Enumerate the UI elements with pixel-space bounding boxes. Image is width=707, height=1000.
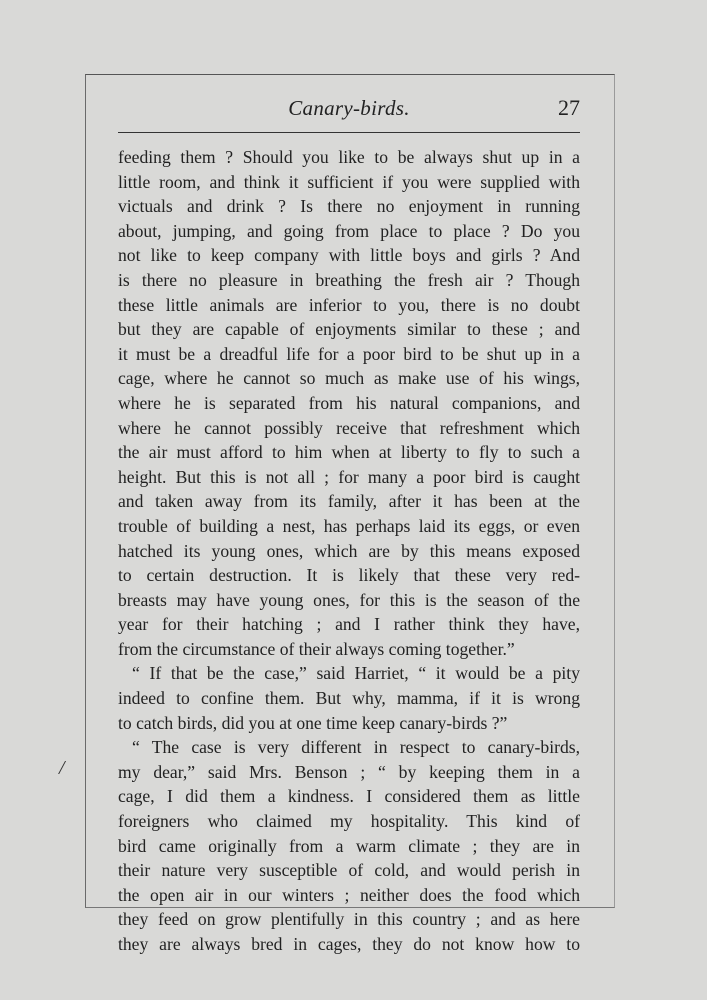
text-line: hatched its young ones, which are by this means exposed: [118, 540, 580, 561]
text-line: “ The case is very different in respect to canary-birds,: [132, 737, 580, 758]
text-line: it must be a dreadful life for a poor bird to be shut up in a: [118, 343, 580, 364]
text-line: cage, I did them a kindness. I considered them as little: [118, 786, 580, 807]
text-line: is there no pleasure in breathing the fresh air ? Though: [118, 269, 580, 290]
text-line: cage, where he cannot so much as make use of his wings,: [118, 368, 580, 389]
text-line: my dear,” said Mrs. Benson ; “ by keeping them in a: [118, 761, 580, 782]
text-line: foreigners who claimed my hospitality. This kind of: [118, 811, 580, 832]
text-line: the air must afford to him when at liberty to fly to such a: [118, 442, 580, 463]
text-line: they feed on grow plentifully in this country ; and as here: [118, 909, 580, 930]
text-line: to certain destruction. It is likely that these very red-: [118, 565, 580, 586]
text-line: but they are capable of enjoyments similar to these ; and: [118, 319, 580, 340]
margin-mark: /: [59, 757, 65, 779]
text-line: to catch birds, did you at one time keep canary-birds ?”: [118, 712, 508, 733]
text-line: height. But this is not all ; for many a poor bird is caught: [118, 466, 580, 487]
text-line: where he cannot possibly receive that refreshment which: [118, 417, 580, 438]
text-line: these little animals are inferior to you, there is no doubt: [118, 294, 580, 315]
text-line: they are always bred in cages, they do not know how to: [118, 934, 580, 954]
text-line: little room, and think it sufficient if you were supplied with: [118, 171, 580, 192]
text-line: bird came originally from a warm climate ; they are in: [118, 835, 580, 856]
text-line: “ If that be the case,” said Harriet, “ it would be a pity: [132, 663, 580, 684]
text-line: breasts may have young ones, for this is the season of the: [118, 589, 580, 610]
text-line: where he is separated from his natural companions, and: [118, 392, 580, 413]
text-line: and taken away from its family, after it has been at the: [118, 491, 580, 512]
text-line: trouble of building a nest, has perhaps laid its eggs, or even: [118, 515, 580, 536]
text-line: indeed to confine them. But why, mamma, if it is wrong: [118, 688, 580, 709]
text-line: victuals and drink ? Is there no enjoyment in running: [118, 196, 580, 217]
body-text: [118, 145, 580, 957]
page-header: [118, 96, 580, 126]
text-line: feeding them ? Should you like to be always shut up in a: [118, 147, 580, 167]
text-line: not like to keep company with little boys and girls ? And: [118, 245, 580, 266]
running-title: Canary-birds.: [288, 96, 410, 120]
text-line: from the circumstance of their always coming together.”: [118, 638, 515, 659]
text-line: year for their hatching ; and I rather think they have,: [118, 614, 580, 635]
page-number: 27: [558, 95, 580, 120]
header-rule: [118, 132, 580, 133]
text-line: the open air in our winters ; neither does the food which: [118, 884, 580, 905]
text-line: their nature very susceptible of cold, and would perish in: [118, 860, 580, 881]
text-line: about, jumping, and going from place to place ? Do you: [118, 220, 580, 241]
